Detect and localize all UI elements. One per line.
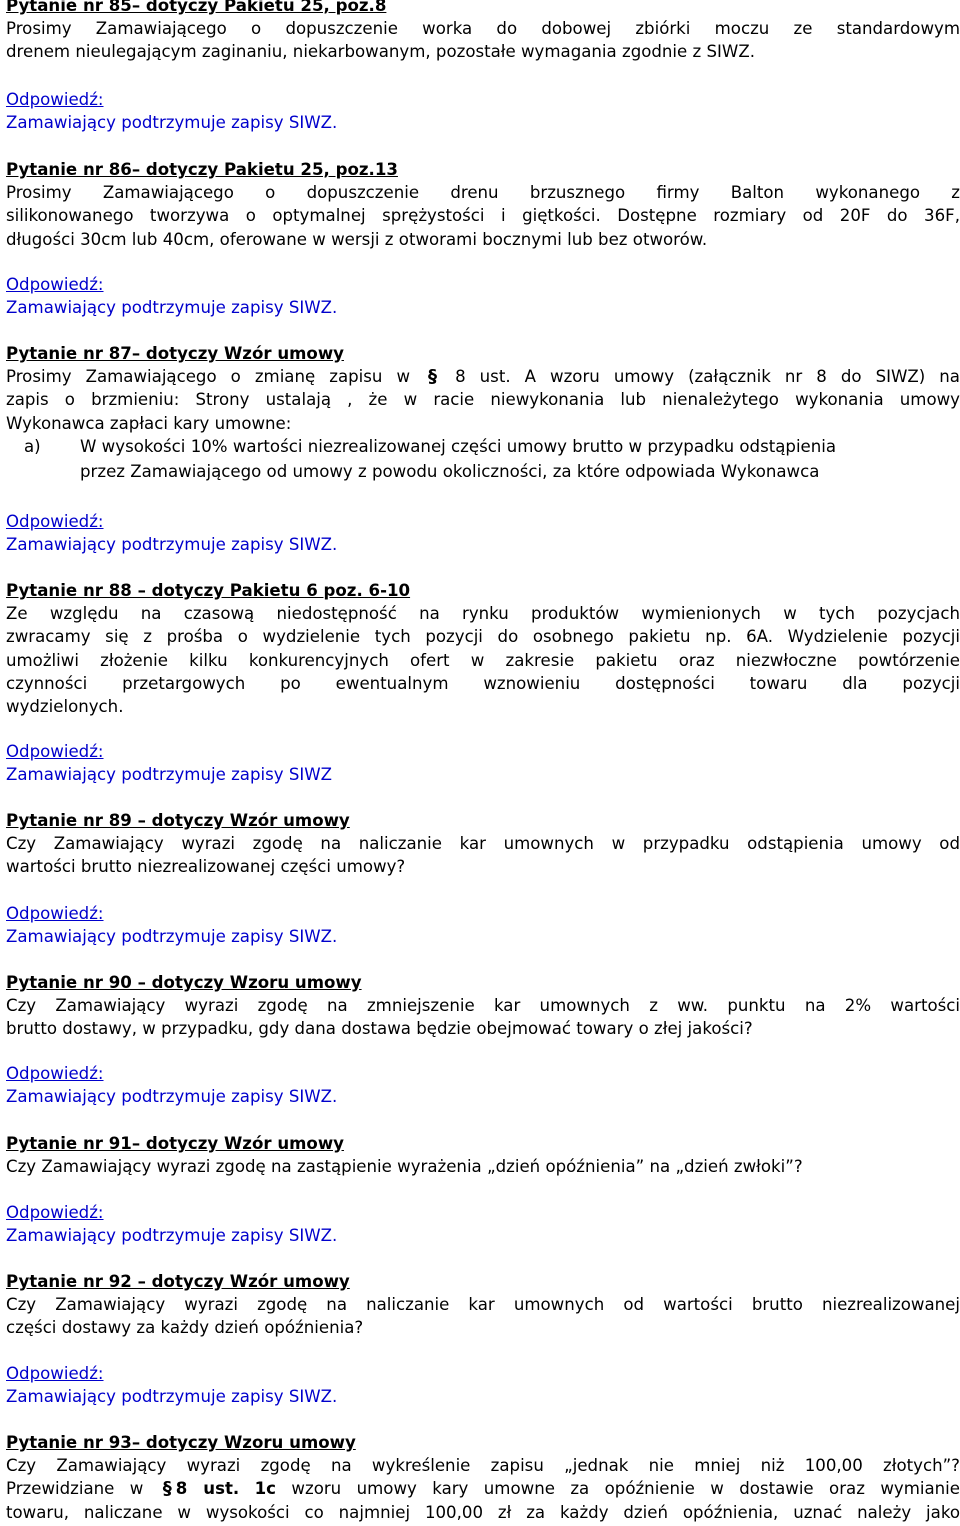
question-text-line: Prosimy Zamawiającego o dopuszczenie drenu brzusznego firmy Balton wykonanego z — [6, 183, 960, 203]
question-title: Pytanie nr 86– dotyczy Pakietu 25, poz.13 — [6, 160, 398, 179]
answer-87 — [6, 510, 960, 556]
question-text-line: Przewidziane w § 8 ust. 1c wzoru umowy kary umowne za opóźnienie w dostawie oraz wymianie — [6, 1478, 960, 1500]
answer-text: Zamawiający podtrzymuje zapisy SIWZ. — [6, 535, 338, 555]
answer-label: Odpowiedź: — [6, 1203, 104, 1222]
answer-92 — [6, 1362, 960, 1408]
question-title: Pytanie nr 89 – dotyczy Wzór umowy — [6, 811, 350, 830]
question-text-line: towaru, naliczane w wysokości co najmniej 100,00 zł za każdy dzień opóźnienia, uznać należy jako — [6, 1502, 960, 1522]
question-text-line: Czy Zamawiający wyrazi zgodę na wykreślenie zapisu „jednak nie mniej niż 100,00 złotych”? — [6, 1456, 960, 1476]
list-item-text-line: przez Zamawiającego od umowy z powodu okoliczności, za które odpowiada Wykonawca — [80, 462, 820, 481]
answer-89 — [6, 902, 960, 948]
question-title: Pytanie nr 88 – dotyczy Pakietu 6 poz. 6-10 — [6, 581, 411, 600]
question-title: Pytanie nr 91– dotyczy Wzór umowy — [6, 1134, 344, 1153]
answer-86 — [6, 273, 960, 319]
question-text-line: Ze względu na czasową niedostępność na rynku produktów wymienionych w tych pozycjach — [6, 604, 960, 624]
answer-91 — [6, 1201, 960, 1247]
answer-label: Odpowiedź: — [6, 1364, 104, 1383]
question-text-line: Czy Zamawiający wyrazi zgodę na naliczanie kar umownych od wartości brutto niezrealizowanej — [6, 1295, 960, 1315]
question-text-line: Czy Zamawiający wyrazi zgodę na naliczanie kar umownych w przypadku odstąpienia umowy od — [6, 834, 960, 854]
question-text-line: wydzielonych. — [6, 697, 124, 717]
question-89 — [6, 809, 960, 879]
answer-text: Zamawiający podtrzymuje zapisy SIWZ. — [6, 1087, 338, 1107]
list-marker: a) — [24, 437, 41, 456]
question-text-line: Czy Zamawiający wyrazi zgodę na zmniejszenie kar umownych z ww. punktu na 2% wartości — [6, 996, 960, 1016]
question-text-line: silikonowanego tworzywa o optymalnej sprężystości i giętkości. Dostępne rozmiary od 20F do 36F, — [6, 206, 960, 226]
answer-text: Zamawiający podtrzymuje zapisy SIWZ. — [6, 927, 338, 947]
question-87 — [6, 342, 960, 435]
answer-88 — [6, 740, 960, 786]
question-text-line: Wykonawca zapłaci kary umowne: — [6, 413, 292, 433]
question-title: Pytanie nr 87– dotyczy Wzór umowy — [6, 344, 344, 363]
question-title: Pytanie nr 90 – dotyczy Wzoru umowy — [6, 973, 362, 992]
question-text-line: Czy Zamawiający wyrazi zgodę na zastąpienie wyrażenia „dzień opóźnienia” na „dzień zwłoki”? — [6, 1157, 803, 1177]
answer-label: Odpowiedź: — [6, 1064, 104, 1083]
question-85 — [6, 0, 960, 64]
answer-label: Odpowiedź: — [6, 275, 104, 294]
section-sign: § — [428, 366, 438, 388]
question-text-line: części dostawy za każdy dzień opóźnienia? — [6, 1318, 364, 1338]
question-text-line: Prosimy Zamawiającego o dopuszczenie worka do dobowej zbiórki moczu ze standardowym — [6, 19, 960, 39]
question-text-line: czynności przetargowych po ewentualnym wznowieniu dostępności towaru dla pozycji — [6, 673, 960, 693]
answer-90 — [6, 1062, 960, 1108]
question-text-line: drenem nieulegającym zaginaniu, niekarbowanym, pozostałe wymagania zgodnie z SIWZ. — [6, 42, 755, 62]
question-title: Pytanie nr 93– dotyczy Wzoru umowy — [6, 1433, 356, 1452]
question-text-line: zwracamy się z prośba o wydzielenie tych pozycji do osobnego pakietu np. 6A. Wydzielenie pozycji — [6, 627, 960, 647]
question-92 — [6, 1270, 960, 1340]
answer-text: Zamawiający podtrzymuje zapisy SIWZ. — [6, 1226, 338, 1246]
question-90 — [6, 971, 960, 1041]
question-text-line: brutto dostawy, w przypadku, gdy dana dostawa będzie obejmować towary o złej jakości? — [6, 1019, 753, 1039]
question-91 — [6, 1132, 960, 1178]
question-86 — [6, 158, 960, 251]
answer-label: Odpowiedź: — [6, 512, 104, 531]
answer-text: Zamawiający podtrzymuje zapisy SIWZ. — [6, 113, 338, 133]
question-text-line: zapis o brzmieniu: Strony ustalają , że w racie niewykonania lub nienależytego wykonania umowy — [6, 390, 960, 410]
question-text-line: wartości brutto niezrealizowanej części umowy? — [6, 857, 406, 877]
answer-text: Zamawiający podtrzymuje zapisy SIWZ. — [6, 1387, 338, 1407]
question-88 — [6, 579, 960, 718]
answer-label: Odpowiedź: — [6, 90, 104, 109]
answer-85 — [6, 88, 960, 134]
question-title: Pytanie nr 92 – dotyczy Wzór umowy — [6, 1272, 350, 1291]
section-sign: § — [162, 1478, 172, 1500]
answer-label: Odpowiedź: — [6, 742, 104, 761]
question-text-line: umożliwi złożenie kilku konkurencyjnych ofert w zakresie pakietu oraz niezwłoczne powtórzenie — [6, 650, 960, 670]
question-text-line: Prosimy Zamawiającego o zmianę zapisu w § 8 ust. A wzoru umowy (załącznik nr 8 do SIWZ) na — [6, 366, 960, 388]
question-title: Pytanie nr 85– dotyczy Pakietu 25, poz.8 — [6, 0, 387, 15]
answer-label: Odpowiedź: — [6, 904, 104, 923]
question-text-line: długości 30cm lub 40cm, oferowane w wersji z otworami bocznymi lub bez otworów. — [6, 229, 708, 249]
answer-text: Zamawiający podtrzymuje zapisy SIWZ — [6, 765, 333, 785]
list-item-text-line: W wysokości 10% wartości niezrealizowanej części umowy brutto w przypadku odstąpienia — [80, 437, 837, 456]
question-93 — [6, 1431, 960, 1524]
answer-text: Zamawiający podtrzymuje zapisy SIWZ. — [6, 298, 338, 318]
